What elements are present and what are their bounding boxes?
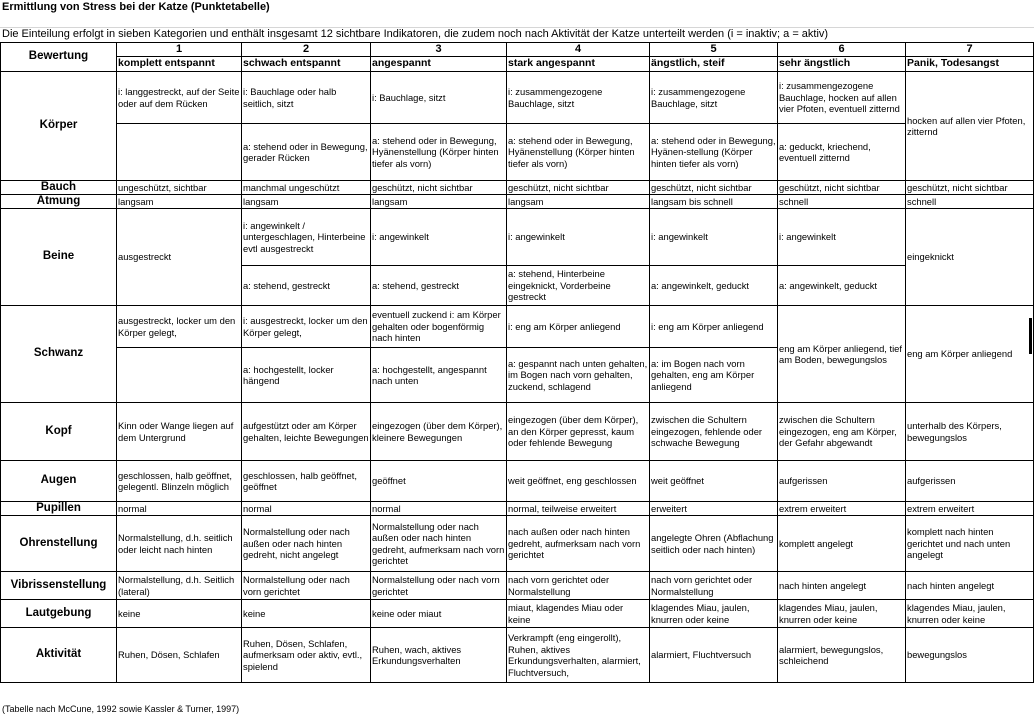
table-cell: geschützt, nicht sichtbar (507, 181, 650, 195)
header-level-row (1, 57, 1034, 72)
row-label-kopf: Kopf (1, 403, 117, 461)
table-cell: normal (242, 502, 371, 516)
table-cell: i: angewinkelt / untergeschlagen, Hinterbeine evtl ausgestreckt (242, 209, 371, 266)
table-row (1, 306, 1034, 348)
row-label-beine: Beine (1, 209, 117, 306)
row-label-pupillen: Pupillen (1, 502, 117, 516)
table-cell: normal (371, 502, 507, 516)
level-number: 6 (778, 43, 906, 57)
table-cell: Ruhen, wach, aktives Erkundungsverhalten (371, 628, 507, 683)
table-cell: erweitert (650, 502, 778, 516)
row-label-aktivitaet: Aktivität (1, 628, 117, 683)
table-cell: keine oder miaut (371, 600, 507, 628)
level-number: 3 (371, 43, 507, 57)
spreadsheet-gridline (0, 14, 1034, 28)
table-cell: schnell (778, 195, 906, 209)
table-cell: geschützt, nicht sichtbar (371, 181, 507, 195)
text-cursor-marker (1029, 318, 1032, 354)
table-row (1, 209, 1034, 266)
table-cell: klagendes Miau, jaulen, knurren oder keine (650, 600, 778, 628)
table-cell: a: stehend oder in Bewegung, Hyänenstellung (Körper hinten tiefer als vorn) (507, 124, 650, 181)
table-cell: klagendes Miau, jaulen, knurren oder keine (778, 600, 906, 628)
table-cell: a: stehend, gestreckt (371, 266, 507, 306)
table-cell: eingeknickt (906, 209, 1034, 306)
level-name: sehr ängstlich (778, 57, 906, 72)
table-row (1, 628, 1034, 683)
table-cell: a: stehend oder in Bewegung, Hyänenstellung (Körper hinten tiefer als vorn) (371, 124, 507, 181)
table-row (1, 124, 1034, 181)
table-cell: aufgestützt oder am Körper gehalten, leichte Bewegungen (242, 403, 371, 461)
row-label-augen: Augen (1, 461, 117, 502)
level-name: angespannt (371, 57, 507, 72)
level-name: Panik, Todesangst (906, 57, 1034, 72)
table-row (1, 195, 1034, 209)
table-cell: zwischen die Schultern eingezogen, fehlende oder schwache Bewegung (650, 403, 778, 461)
header-number-row (1, 43, 1034, 57)
table-cell: i: eng am Körper anliegend (650, 306, 778, 348)
table-cell: ungeschützt, sichtbar (117, 181, 242, 195)
table-cell: geöffnet (371, 461, 507, 502)
table-cell: i: Bauchlage, sitzt (371, 72, 507, 124)
table-cell: miaut, klagendes Miau oder keine (507, 600, 650, 628)
row-label-lautgebung: Lautgebung (1, 600, 117, 628)
table-row (1, 502, 1034, 516)
table-cell: Normalstellung oder nach außen oder nach hinten gedreht, aufmerksam nach vorn gerichtet (371, 516, 507, 572)
row-label-ohrenstellung: Ohrenstellung (1, 516, 117, 572)
table-cell: langsam bis schnell (650, 195, 778, 209)
table-cell: bewegungslos (906, 628, 1034, 683)
table-cell: eng am Körper anliegend (906, 306, 1034, 403)
table-cell: Ruhen, Dösen, Schlafen (117, 628, 242, 683)
table-row (1, 516, 1034, 572)
table-cell: i: angewinkelt (650, 209, 778, 266)
row-label-bauch: Bauch (1, 181, 117, 195)
table-cell: weit geöffnet (650, 461, 778, 502)
row-label-atmung: Atmung (1, 195, 117, 209)
table-cell: eingezogen (über dem Körper), an den Körper gepresst, kaum oder fehlende Bewegung (507, 403, 650, 461)
table-cell: i: Bauchlage oder halb seitlich, sitzt (242, 72, 371, 124)
table-cell: i: eng am Körper anliegend (507, 306, 650, 348)
table-cell: Ruhen, Dösen, Schlafen, aufmerksam oder aktiv, evtl., spielend (242, 628, 371, 683)
level-name: stark angespannt (507, 57, 650, 72)
level-name: komplett entspannt (117, 57, 242, 72)
table-cell: eventuell zuckend i: am Körper gehalten oder bogenförmig nach hinten (371, 306, 507, 348)
table-cell: aufgerissen (906, 461, 1034, 502)
table-row (1, 181, 1034, 195)
page-title: Ermittlung von Stress bei der Katze (Punktetabelle) (2, 1, 270, 13)
level-number: 7 (906, 43, 1034, 57)
level-number: 2 (242, 43, 371, 57)
stress-score-table (0, 42, 1034, 683)
table-cell: Kinn oder Wange liegen auf dem Untergrund (117, 403, 242, 461)
page-subtitle: Die Einteilung erfolgt in sieben Kategorien und enthält insgesamt 12 sichtbare Indikatoren, die zudem noch nach Aktivität der Katze unterteilt werden (i = inaktiv; a = aktiv) (2, 28, 829, 40)
table-cell: Normalstellung, d.h. Seitlich (lateral) (117, 572, 242, 600)
table-cell: klagendes Miau, jaulen, knurren oder keine (906, 600, 1034, 628)
table-cell: zwischen die Schultern eingezogen, eng am Körper, der Gefahr abgewandt (778, 403, 906, 461)
level-name: schwach entspannt (242, 57, 371, 72)
table-cell: ausgestreckt (117, 209, 242, 306)
table-row (1, 72, 1034, 124)
table-cell: a: stehend oder in Bewegung, gerader Rücken (242, 124, 371, 181)
table-cell: langsam (242, 195, 371, 209)
table-row (1, 600, 1034, 628)
table-cell: nach vorn gerichtet oder Normalstellung (650, 572, 778, 600)
table-cell: i: langgestreckt, auf der Seite oder auf dem Rücken (117, 72, 242, 124)
table-cell: weit geöffnet, eng geschlossen (507, 461, 650, 502)
table-cell (117, 124, 242, 181)
table-cell: Normalstellung, d.h. seitlich oder leicht nach hinten (117, 516, 242, 572)
table-cell: langsam (117, 195, 242, 209)
source-footnote: (Tabelle nach McCune, 1992 sowie Kassler & Turner, 1997) (2, 704, 240, 714)
table-cell: keine (117, 600, 242, 628)
table-cell: Normalstellung oder nach vorn gerichtet (371, 572, 507, 600)
table-cell: nach außen oder nach hinten gedreht, aufmerksam nach vorn gerichtet (507, 516, 650, 572)
table-cell: Normalstellung oder nach außen oder nach hinten gedreht, nicht angelegt (242, 516, 371, 572)
level-number: 1 (117, 43, 242, 57)
table-cell: nach hinten angelegt (906, 572, 1034, 600)
table-cell: aufgerissen (778, 461, 906, 502)
table-cell: i: zusammengezogene Bauchlage, sitzt (650, 72, 778, 124)
table-cell: a: geduckt, kriechend, eventuell zitternd (778, 124, 906, 181)
table-cell: geschützt, nicht sichtbar (778, 181, 906, 195)
row-label-koerper: Körper (1, 72, 117, 181)
table-cell: extrem erweitert (906, 502, 1034, 516)
level-number: 4 (507, 43, 650, 57)
table-cell: i: angewinkelt (507, 209, 650, 266)
table-cell: keine (242, 600, 371, 628)
table-cell: Verkrampft (eng eingerollt), Ruhen, aktives Erkundungsverhalten, alarmiert, Fluchtversuch, (507, 628, 650, 683)
table-cell: nach vorn gerichtet oder Normalstellung (507, 572, 650, 600)
table-cell: i: ausgestreckt, locker um den Körper gelegt, (242, 306, 371, 348)
table-cell: eng am Körper anliegend, tief am Boden, bewegungslos (778, 306, 906, 403)
table-cell: a: gespannt nach unten gehalten, im Bogen nach vorn gehalten, zuckend, schlagend (507, 348, 650, 403)
table-cell: a: hochgestellt, locker hängend (242, 348, 371, 403)
table-cell: i: angewinkelt (371, 209, 507, 266)
table-cell: a: stehend, Hinterbeine eingeknickt, Vorderbeine gestreckt (507, 266, 650, 306)
table-cell: a: stehend, gestreckt (242, 266, 371, 306)
table-cell: komplett angelegt (778, 516, 906, 572)
table-cell: geschlossen, halb geöffnet, gelegentl. Blinzeln möglich (117, 461, 242, 502)
table-cell: ausgestreckt, locker um den Körper gelegt, (117, 306, 242, 348)
table-cell: langsam (371, 195, 507, 209)
table-cell: nach hinten angelegt (778, 572, 906, 600)
table-cell: a: hochgestellt, angespannt nach unten (371, 348, 507, 403)
table-row (1, 403, 1034, 461)
table-cell: komplett nach hinten gerichtet und nach unten angelegt (906, 516, 1034, 572)
table-cell: Normalstellung oder nach vorn gerichtet (242, 572, 371, 600)
table-cell: i: angewinkelt (778, 209, 906, 266)
table-cell: alarmiert, Fluchtversuch (650, 628, 778, 683)
table-cell: eingezogen (über dem Körper), kleinere Bewegungen (371, 403, 507, 461)
table-cell: unterhalb des Körpers, bewegungslos (906, 403, 1034, 461)
table-cell: geschlossen, halb geöffnet, geöffnet (242, 461, 371, 502)
level-name: ängstlich, steif (650, 57, 778, 72)
table-cell: i: zusammengezogene Bauchlage, sitzt (507, 72, 650, 124)
table-cell: i: zusammengezogene Bauchlage, hocken auf allen vier Pfoten, eventuell zitternd (778, 72, 906, 124)
table-cell: alarmiert, bewegungslos, schleichend (778, 628, 906, 683)
row-label-schwanz: Schwanz (1, 306, 117, 403)
table-row (1, 461, 1034, 502)
table-cell: angelegte Ohren (Abflachung seitlich oder nach hinten) (650, 516, 778, 572)
table-cell: schnell (906, 195, 1034, 209)
table-cell: normal (117, 502, 242, 516)
table-cell: manchmal ungeschützt (242, 181, 371, 195)
table-cell: langsam (507, 195, 650, 209)
table-cell: geschützt, nicht sichtbar (906, 181, 1034, 195)
table-cell: a: im Bogen nach vorn gehalten, eng am Körper anliegend (650, 348, 778, 403)
table-cell: a: stehend oder in Bewegung, Hyänen-stellung (Körper hinten tiefer als vorn) (650, 124, 778, 181)
table-cell: geschützt, nicht sichtbar (650, 181, 778, 195)
table-cell: hocken auf allen vier Pfoten, zitternd (906, 72, 1034, 181)
table-row (1, 572, 1034, 600)
table-cell: a: angewinkelt, geduckt (778, 266, 906, 306)
table-cell (117, 348, 242, 403)
row-label-vibrissenstellung: Vibrissenstellung (1, 572, 117, 600)
bewertung-header: Bewertung (1, 43, 117, 72)
table-cell: normal, teilweise erweitert (507, 502, 650, 516)
level-number: 5 (650, 43, 778, 57)
table-cell: extrem erweitert (778, 502, 906, 516)
table-cell: a: angewinkelt, geduckt (650, 266, 778, 306)
